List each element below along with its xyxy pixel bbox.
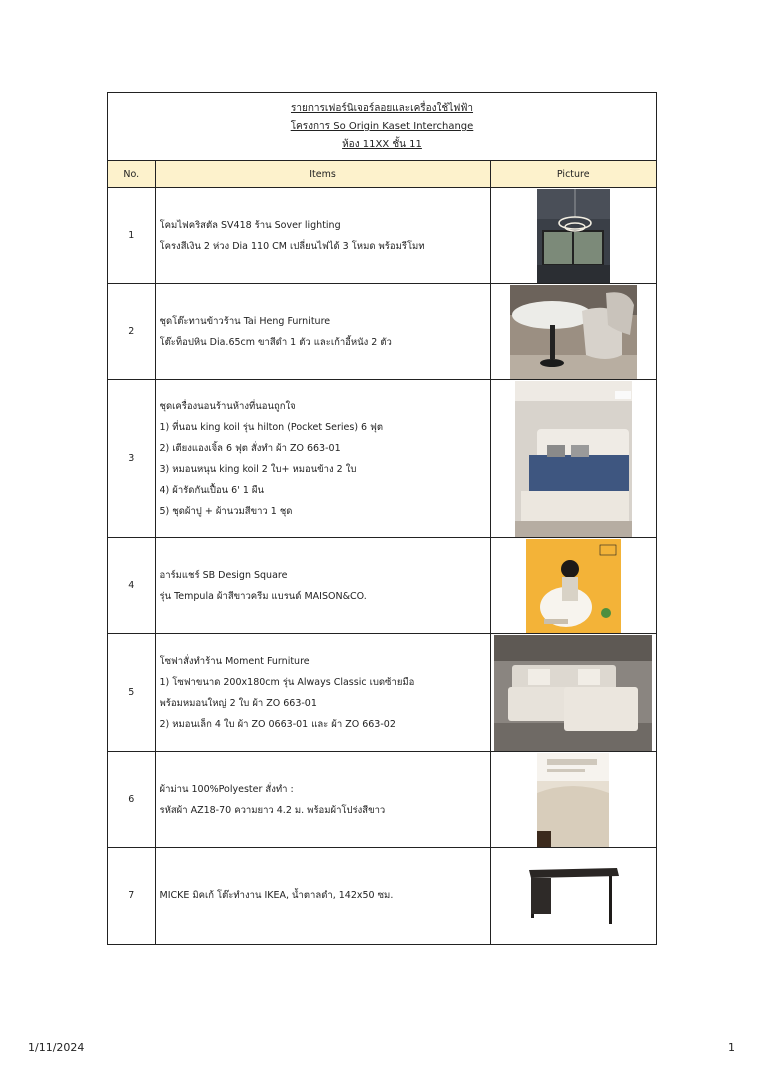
row-number: 3 — [108, 380, 155, 538]
row-number: 1 — [108, 188, 155, 284]
item-line: 2) หมอนเล็ก 4 ใบ ผ้า ZO 0663-01 และ ผ้า ZO 663-02 — [159, 718, 396, 730]
row-picture — [490, 188, 656, 284]
project-name: โครงการ So Origin Kaset Interchange — [290, 121, 474, 132]
curtain-fabric-photo — [537, 753, 609, 847]
row-items — [155, 188, 490, 284]
table-row — [108, 380, 656, 538]
row-number: 6 — [108, 752, 155, 848]
row-picture — [490, 848, 656, 944]
row-items — [155, 380, 490, 538]
table-row — [108, 848, 656, 944]
item-line: โซฟาสั่งทำร้าน Moment Furniture — [159, 655, 310, 667]
bed-photo — [515, 381, 632, 537]
sheet-header — [108, 93, 656, 161]
table-row — [108, 188, 656, 284]
row-items — [155, 538, 490, 634]
table-row — [108, 284, 656, 380]
row-picture — [490, 634, 656, 752]
row-items — [155, 752, 490, 848]
row-items — [155, 284, 490, 380]
item-line: โคมไฟคริสตัล SV418 ร้าน Sover lighting — [159, 219, 341, 231]
items-table — [108, 161, 656, 944]
item-line: 4) ผ้ารัดกันเปื้อน 6' 1 ผืน — [159, 484, 264, 496]
row-number: 7 — [108, 848, 155, 944]
row-picture — [490, 538, 656, 634]
item-line: โต๊ะท็อปหิน Dia.65cm ขาสีดำ 1 ตัว และเก้าอี้หนัง 2 ตัว — [159, 336, 392, 348]
item-line: 1) ที่นอน king koil รุ่น hilton (Pocket Series) 6 ฟุต — [159, 421, 384, 433]
column-header-no: No. — [108, 161, 155, 188]
dining-set-photo — [510, 285, 637, 379]
row-number: 4 — [108, 538, 155, 634]
item-line: ผ้าม่าน 100%Polyester สั่งทำ : — [159, 783, 294, 795]
item-line: โครงสีเงิน 2 ห่วง Dia 110 CM เปลี่ยนไฟได้ 3 โหมด พร้อมรีโมท — [159, 240, 425, 252]
sofa-photo — [494, 635, 652, 751]
item-line: 2) เตียงแองเจิ้ล 6 ฟุต สั่งทำ ผ้า ZO 663-01 — [159, 442, 341, 454]
chandelier-photo — [537, 189, 610, 283]
row-number: 2 — [108, 284, 155, 380]
item-line: อาร์มแชร์ SB Design Square — [159, 569, 288, 581]
item-line: 3) หมอนหนุน king koil 2 ใบ+ หมอนข้าง 2 ใบ — [159, 463, 357, 475]
footer-page-number: 1 — [728, 1041, 735, 1054]
item-line: รหัสผ้า AZ18-70 ความยาว 4.2 ม. พร้อมผ้าโปร่งสีขาว — [159, 804, 386, 816]
footer-date: 1/11/2024 — [28, 1041, 85, 1054]
table-row — [108, 634, 656, 752]
item-line: ชุดโต๊ะทานข้าวร้าน Tai Heng Furniture — [159, 315, 331, 327]
room-label: ห้อง 11XX ชั้น 11 — [342, 139, 422, 150]
item-line: 5) ชุดผ้าปู + ผ้านวมสีขาว 1 ชุด — [159, 505, 293, 517]
item-line: MICKE มิคเก้ โต๊ะทำงาน IKEA, น้ำตาลดำ, 142x50 ซม. — [159, 890, 394, 902]
row-number: 5 — [108, 634, 155, 752]
column-header-items: Items — [155, 161, 490, 188]
item-line: 1) โซฟาขนาด 200x180cm รุ่น Always Classic เบดซ้ายมือ — [159, 676, 415, 688]
furniture-list-sheet — [107, 92, 657, 945]
table-row — [108, 752, 656, 848]
table-header-row — [108, 161, 656, 188]
item-line: รุ่น Tempula ผ้าสีขาวครีม แบรนด์ MAISON&CO. — [159, 590, 367, 602]
armchair-photo — [526, 539, 621, 633]
item-line: ชุดเครื่องนอนร้านห้างที่นอนถูกใจ — [159, 400, 296, 412]
item-line: พร้อมหมอนใหญ่ 2 ใบ ผ้า ZO 663-01 — [159, 697, 317, 709]
column-header-picture: Picture — [490, 161, 656, 188]
document-title: รายการเฟอร์นิเจอร์ลอยและเครื่องใช้ไฟฟ้า — [290, 103, 474, 114]
row-items — [155, 848, 490, 944]
row-items — [155, 634, 490, 752]
row-picture — [490, 284, 656, 380]
desk-photo — [525, 864, 621, 928]
table-row — [108, 538, 656, 634]
row-picture — [490, 380, 656, 538]
row-picture — [490, 752, 656, 848]
